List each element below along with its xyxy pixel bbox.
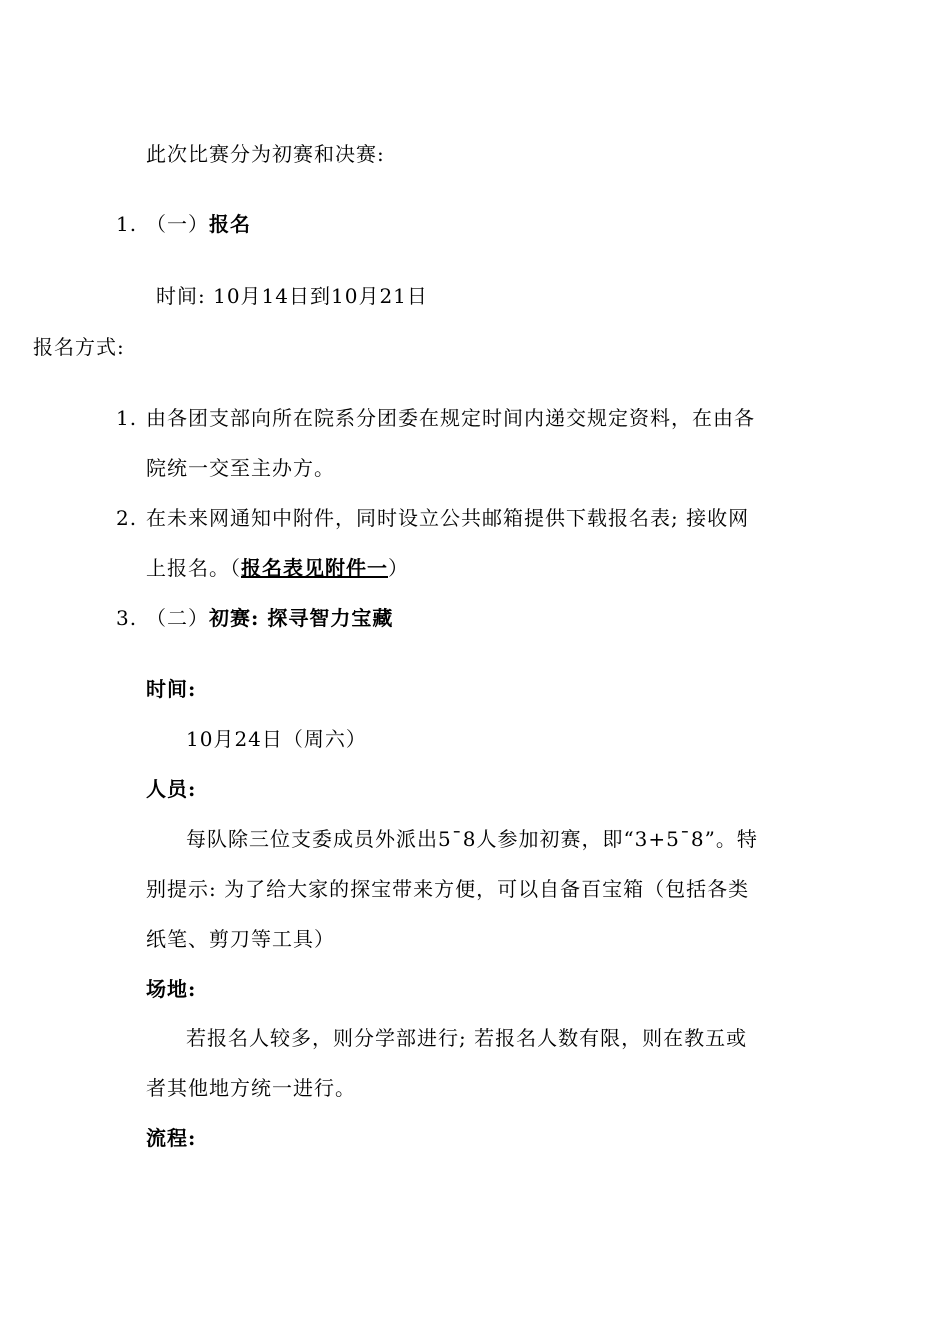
attachment-link[interactable]: 报名表见附件一: [241, 556, 388, 580]
section-prefix: （二）: [146, 606, 209, 630]
list-item-number: 1.: [116, 406, 138, 430]
section-title: 报名: [209, 212, 251, 236]
section-title: 初赛: 探寻智力宝藏: [209, 606, 394, 630]
people-text: 别提示: 为了给大家的探宝带来方便，可以自备百宝箱（包括各类: [146, 877, 750, 901]
section-heading-preliminary: [116, 604, 393, 632]
people-text: 纸笔、剪刀等工具）: [146, 927, 335, 951]
section-prefix: （一）: [146, 212, 209, 236]
venue-label: 场地:: [146, 977, 197, 1001]
venue-text: 者其他地方统一进行。: [146, 1076, 356, 1100]
list-item-number: 2.: [116, 506, 138, 530]
list-item-continuation: [146, 554, 409, 582]
list-item-text: 上报名。（: [146, 556, 241, 580]
list-item: [116, 504, 749, 532]
list-item: [116, 404, 755, 432]
section-number: 1.: [116, 212, 138, 236]
signup-time: 时间: 10月14日到10月21日: [156, 284, 428, 308]
people-text: 每队除三位支委成员外派出5¯8人参加初赛，即“3+5¯8”。特: [186, 827, 758, 851]
signup-method-label: 报名方式:: [33, 335, 125, 359]
section-heading-signup: [116, 210, 251, 238]
list-item-continuation: 院统一交至主办方。: [146, 456, 335, 480]
list-item-text: 在未来网通知中附件，同时设立公共邮箱提供下载报名表; 接收网: [146, 506, 750, 530]
people-label: 人员:: [146, 777, 197, 801]
date-value: 10月24日（周六）: [186, 727, 367, 751]
list-item-text: 由各团支部向所在院系分团委在规定时间内递交规定资料，在由各: [146, 406, 755, 430]
intro-text: 此次比赛分为初赛和决赛:: [146, 142, 385, 166]
process-label: 流程:: [146, 1126, 197, 1150]
list-item-text: ）: [388, 556, 409, 580]
time-label: 时间:: [146, 677, 197, 701]
venue-text: 若报名人较多，则分学部进行; 若报名人数有限，则在教五或: [186, 1026, 748, 1050]
section-number: 3.: [116, 606, 138, 630]
